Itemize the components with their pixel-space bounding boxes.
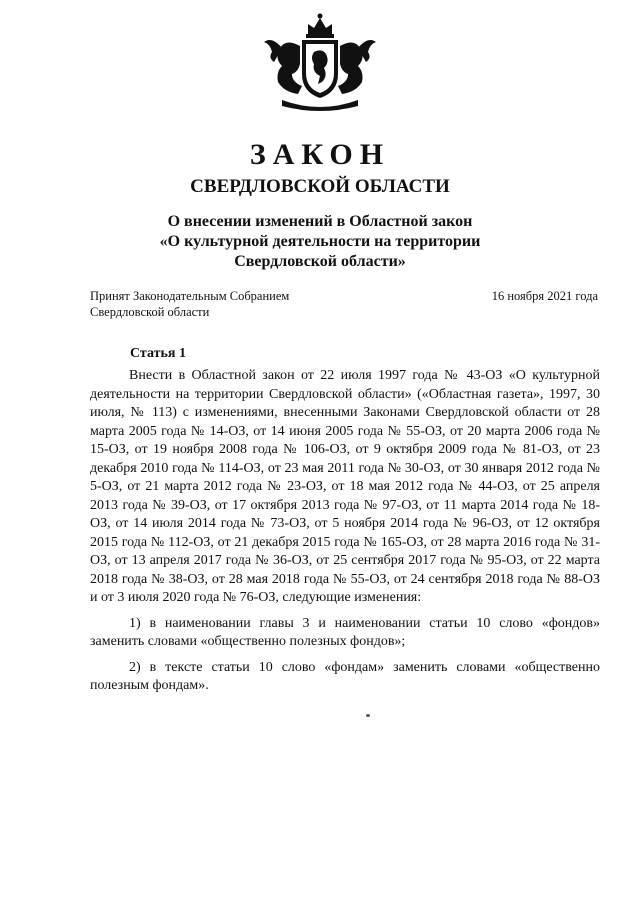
- coat-of-arms-icon: [262, 12, 378, 116]
- adoption-authority: [90, 288, 289, 320]
- law-name-line: «О культурной деятельности на территории: [159, 233, 481, 250]
- scan-speck: [366, 714, 370, 717]
- law-name-line: О внесении изменений в Областной закон: [167, 213, 473, 230]
- article-item: 1) в наименовании главы 3 и наименовании статьи 10 слово «фондов» заменить словами «общественно полезных фондов»;: [90, 615, 600, 649]
- article-item: 2) в тексте статьи 10 слово «фондам» заменить словами «общественно полезным фондам».: [90, 659, 600, 693]
- article-body: [90, 367, 600, 696]
- article-heading: Статья 1: [130, 346, 186, 361]
- adoption-line: Свердловской области: [90, 305, 210, 319]
- document-subtitle: СВЕРДЛОВСКОЙ ОБЛАСТИ: [190, 176, 450, 197]
- law-name: [100, 212, 540, 272]
- adoption-date: 16 ноября 2021 года: [491, 289, 598, 303]
- article-intro-paragraph: Внести в Областной закон от 22 июля 1997 года № 43-ОЗ «О культурной деятельности на территории Свердловской области» («Областная газета», 1997, 30 июля, № 113) с изменениями, внесенными Законами Свердловской области от 28 марта 2005 года № 14-ОЗ, от 14 июня 2005 года № 55-ОЗ, от 20 марта 2006 года № 15-ОЗ, от 19 ноября 2008 года № 106-ОЗ, от 9 октября 2009 года № 81-ОЗ, от 23 декабря 2010 года № 114-ОЗ, от 23 мая 2011 года № 30-ОЗ, от 30 января 2012 года № 5-ОЗ, от 21 марта 2012 года № 23-ОЗ, от 18 мая 2012 года № 44-ОЗ, от 25 апреля 2013 года № 39-ОЗ, от 17 октября 2013 года № 97-ОЗ, от 11 марта 2014 года № 18-ОЗ, от 14 июля 2014 года № 73-ОЗ, от 5 ноября 2014 года № 96-ОЗ, от 12 октября 2015 года № 112-ОЗ, от 21 декабря 2015 года № 165-ОЗ, от 28 марта 2016 года № 31-ОЗ, от 13 апреля 2017 года № 36-ОЗ, от 25 сентября 2017 года № 95-ОЗ, от 22 марта 2018 года № 38-ОЗ, от 28 мая 2018 года № 55-ОЗ, от 24 сентября 2018 года № 88-ОЗ и от 3 июля 2020 года № 76-ОЗ, следующие изменения:: [90, 368, 600, 605]
- document-title: ЗАКОН: [249, 138, 391, 171]
- adoption-line: Принят Законодательным Собранием: [90, 289, 290, 303]
- law-name-line: Свердловской области»: [234, 253, 406, 270]
